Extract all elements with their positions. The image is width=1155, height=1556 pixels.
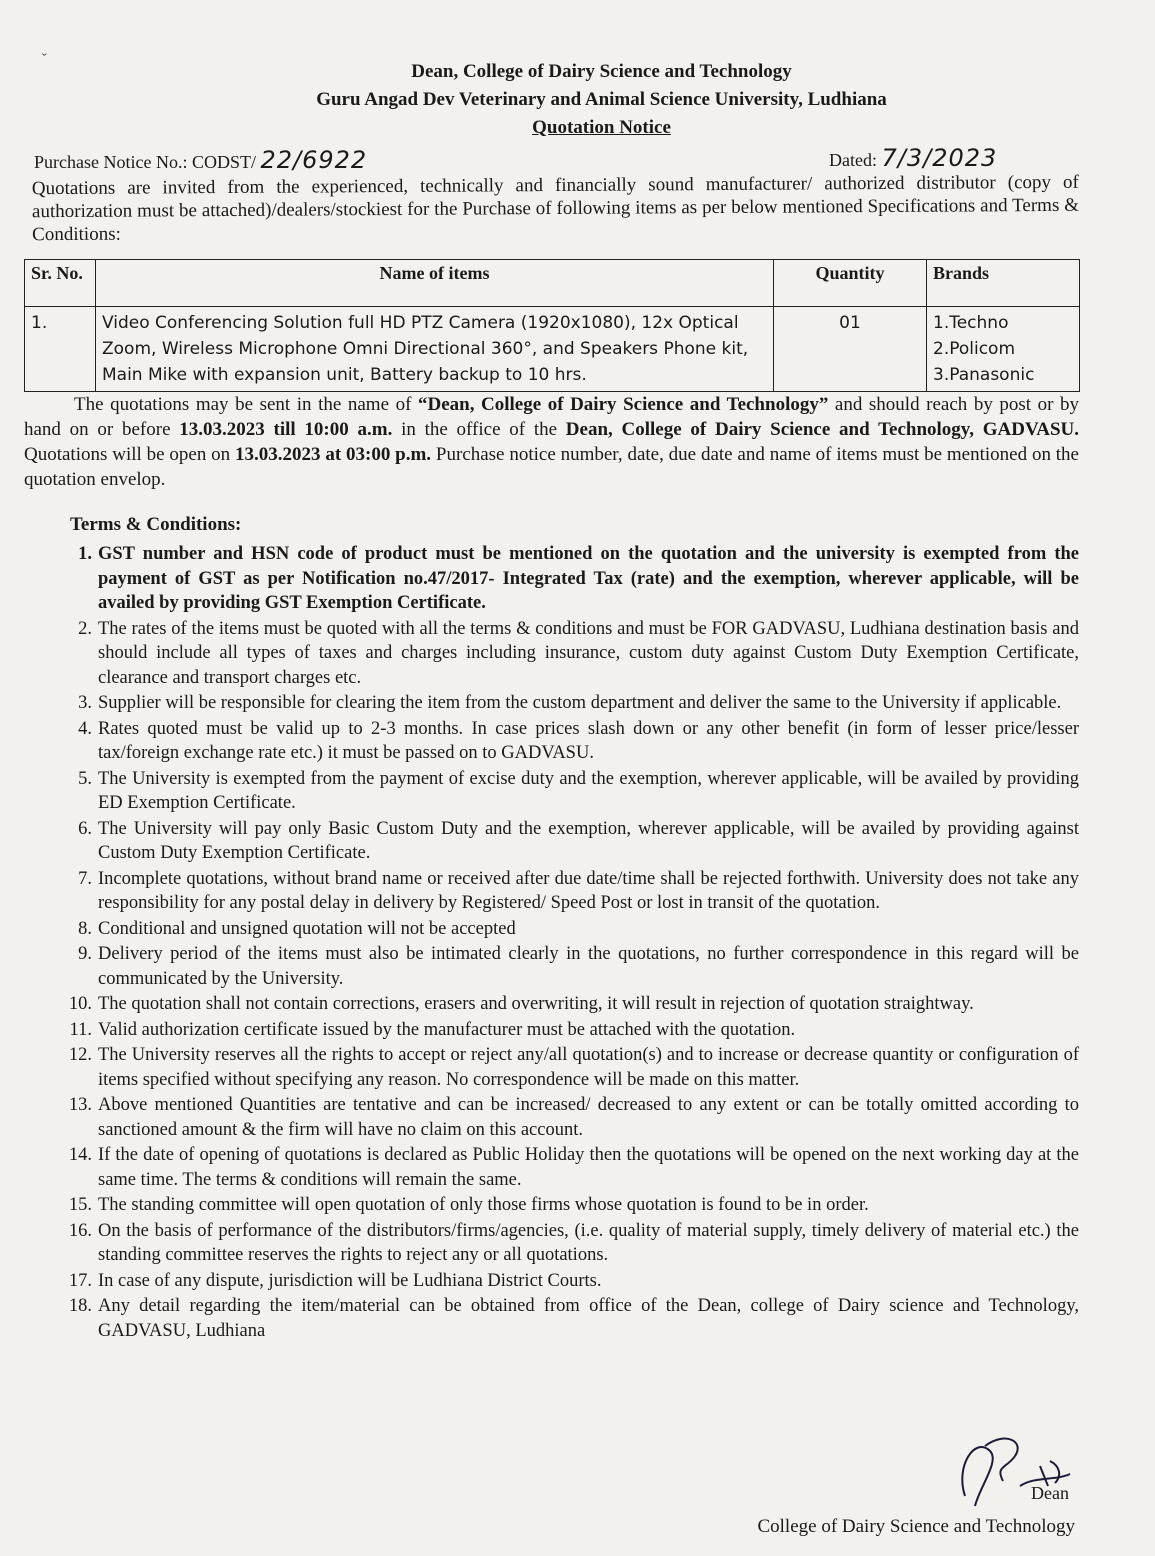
term-number: 8.: [78, 918, 92, 939]
term-text: The rates of the items must be quoted with all the terms & conditions and must be FOR GADVASU, Ludhiana destination basis and should include all types of taxes and charges including insurance, custom duty against Custom Duty Exemption Certificate, clearance and transport charges etc.: [98, 618, 1079, 688]
term-item: [64, 767, 1079, 816]
submission-addressee: “Dean, College of Dairy Science and Technology”: [417, 394, 829, 415]
submission-opening-date: 13.03.2023 at 03:00 p.m.: [235, 444, 432, 465]
term-item: [64, 1093, 1079, 1142]
submission-text-3: in the office of the: [392, 419, 566, 440]
terms-heading: Terms & Conditions:: [70, 514, 242, 535]
cell-item-name: Video Conferencing Solution full HD PTZ Camera (1920x1080), 12x Optical Zoom, Wireless Microphone Omni Directional 360°, and Speakers Phone kit, Main Mike with expansion unit, Battery backup to 10 hrs.: [96, 307, 774, 392]
term-number: 14.: [68, 1145, 92, 1165]
term-number: 12.: [68, 1045, 92, 1065]
term-item: [64, 1043, 1079, 1092]
term-text: Incomplete quotations, without brand name or received after due date/time shall be rejected forthwith. University does not take any responsibility for any postal delay in delivery by Registered/ Speed Post or lost in transit of the quotation.: [98, 868, 1079, 913]
term-text: Any detail regarding the item/material can be obtained from office of the Dean, college of Dairy science and Technology, GADVASU, Ludhiana: [98, 1296, 1079, 1341]
col-brands: Brands: [927, 260, 1080, 307]
term-number: 11.: [69, 1019, 92, 1040]
term-item: [64, 867, 1079, 916]
brand-3: 3.Panasonic: [933, 365, 1035, 385]
term-text: Above mentioned Quantities are tentative and can be increased/ decreased to any extent or can be totally omitted according to sanctioned amount & the firm will have no claim on this account.: [98, 1095, 1079, 1140]
term-text: Delivery period of the items must also be intimated clearly in the quotations, no further correspondence in this regard will be communicated by the University.: [98, 944, 1079, 989]
col-name-of-items: Name of items: [96, 260, 774, 307]
table-row: [25, 307, 1080, 392]
term-text: Conditional and unsigned quotation will not be accepted: [98, 918, 516, 939]
letterhead: [124, 58, 1079, 142]
items-table-header: [25, 260, 1080, 307]
term-text: Rates quoted must be valid up to 2-3 months. In case prices slash down or any other benefit (in form of lesser price/lesser tax/foreign exchange rate etc.) it must be passed on to GADVASU.: [98, 718, 1079, 763]
term-text: GST number and HSN code of product must be mentioned on the quotation and the university is exempted from the payment of GST as per Notification no.47/2017- Integrated Tax (rate) and the exemption, wherever applicable, will be availed by providing GST Exemption Certificate.: [98, 544, 1079, 613]
term-item: [64, 1269, 1079, 1294]
term-number: 2.: [78, 618, 92, 639]
term-item: [64, 1193, 1079, 1218]
signature-scribble: [945, 1426, 1095, 1516]
col-quantity: Quantity: [774, 260, 927, 307]
term-number: 16.: [68, 1220, 92, 1241]
term-item: [64, 1219, 1079, 1268]
term-item: [64, 1294, 1079, 1343]
notice-number-row: [24, 144, 1079, 174]
term-number: 10.: [68, 994, 92, 1014]
term-item: [64, 617, 1079, 691]
notice-number-label: Purchase Notice No.: CODST/: [34, 152, 256, 172]
cell-quantity: 01: [774, 307, 927, 392]
signature-block: [757, 1516, 1075, 1538]
term-number: 7.: [78, 868, 92, 889]
signatory-title: Dean: [1031, 1483, 1069, 1503]
submission-text-1: The quotations may be sent in the name of: [74, 394, 418, 415]
term-item: [64, 1018, 1079, 1043]
term-number: 4.: [78, 718, 92, 739]
signatory-org: College of Dairy Science and Technology: [757, 1516, 1075, 1537]
intro-paragraph: Quotations are invited from the experienced, technically and financially sound manufacturer/ authorized distributor (copy of authorization must be attached)/dealers/stockiest for the Purchase of following items as per below mentioned Specifications and Terms & Conditions:: [31, 171, 1080, 246]
term-item: [64, 917, 1079, 942]
term-item: [64, 542, 1079, 616]
submission-due-date: 13.03.2023 till 10:00 a.m.: [179, 419, 393, 440]
notice-date: [829, 144, 997, 172]
term-number: 1.: [78, 544, 92, 564]
purchase-notice-number: [34, 146, 367, 174]
term-item: [64, 942, 1079, 991]
term-item: [64, 817, 1079, 866]
term-text: The quotation shall not contain corrections, erasers and overwriting, it will result in rejection of quotation straightway.: [98, 994, 974, 1014]
terms-list: [24, 542, 1079, 1343]
term-number: 9.: [78, 944, 92, 964]
dated-label: Dated:: [829, 150, 877, 170]
notice-title: Quotation Notice: [532, 117, 671, 138]
term-text: The University reserves all the rights to accept or reject any/all quotation(s) and to increase or decrease quantity or configuration of items specified without specifying any reason. No correspondence will be made on this matter.: [98, 1045, 1079, 1090]
term-text: The University is exempted from the payment of excise duty and the exemption, wherever applicable, will be availed by providing ED Exemption Certificate.: [98, 768, 1079, 813]
items-table: [24, 259, 1080, 392]
term-number: 5.: [78, 768, 92, 789]
header-line-1: Dean, College of Dairy Science and Technology: [411, 61, 792, 82]
submission-text-5: Purchase notice number, date, due date and name of items must be mentioned on the quotation envelop.: [24, 444, 1079, 490]
col-sr-no: Sr. No.: [25, 260, 96, 307]
term-number: 15.: [68, 1195, 92, 1215]
term-text: The standing committee will open quotation of only those firms whose quotation is found to be in order.: [98, 1195, 869, 1215]
term-item: [64, 992, 1079, 1017]
term-number: 13.: [68, 1095, 92, 1115]
submission-office: Dean, College of Dairy Science and Technology, GADVASU.: [565, 419, 1079, 440]
stray-mark: ˇ: [42, 52, 47, 67]
brand-1: 1.Techno: [933, 313, 1009, 333]
term-text: The University will pay only Basic Custom Duty and the exemption, wherever applicable, will be availed by providing against Custom Duty Exemption Certificate.: [98, 818, 1079, 863]
term-text: Valid authorization certificate issued by the manufacturer must be attached with the quotation.: [98, 1019, 796, 1040]
term-text: If the date of opening of quotations is declared as Public Holiday then the quotations will be opened on the next working day at the same time. The terms & conditions will remain the same.: [98, 1145, 1079, 1190]
term-number: 6.: [78, 818, 92, 839]
term-text: Supplier will be responsible for clearing the item from the custom department and deliver the same to the University if applicable.: [98, 693, 1062, 713]
term-item: [64, 717, 1079, 766]
term-number: 18.: [68, 1296, 92, 1316]
term-text: On the basis of performance of the distributors/firms/agencies, (i.e. quality of material supply, timely delivery of material etc.) the standing committee reserves the rights to reject any or all quotations.: [98, 1220, 1079, 1265]
dated-handwritten: 7/3/2023: [881, 144, 998, 172]
term-item: [64, 691, 1079, 716]
term-text: In case of any dispute, jurisdiction will be Ludhiana District Courts.: [98, 1270, 602, 1291]
term-number: 3.: [78, 693, 92, 713]
submission-text-2: and should reach by post or by hand on or before: [24, 394, 1080, 440]
header-line-2: Guru Angad Dev Veterinary and Animal Science University, Ludhiana: [316, 89, 887, 110]
cell-brands: [927, 307, 1080, 392]
term-item: [64, 1143, 1079, 1192]
submission-paragraph: [24, 392, 1079, 492]
brand-2: 2.Policom: [933, 339, 1016, 359]
term-number: 17.: [68, 1270, 92, 1291]
notice-number-handwritten: 22/6922: [260, 146, 368, 174]
cell-sr: 1.: [25, 307, 96, 392]
submission-text-4: Quotations will be open on: [24, 444, 235, 465]
